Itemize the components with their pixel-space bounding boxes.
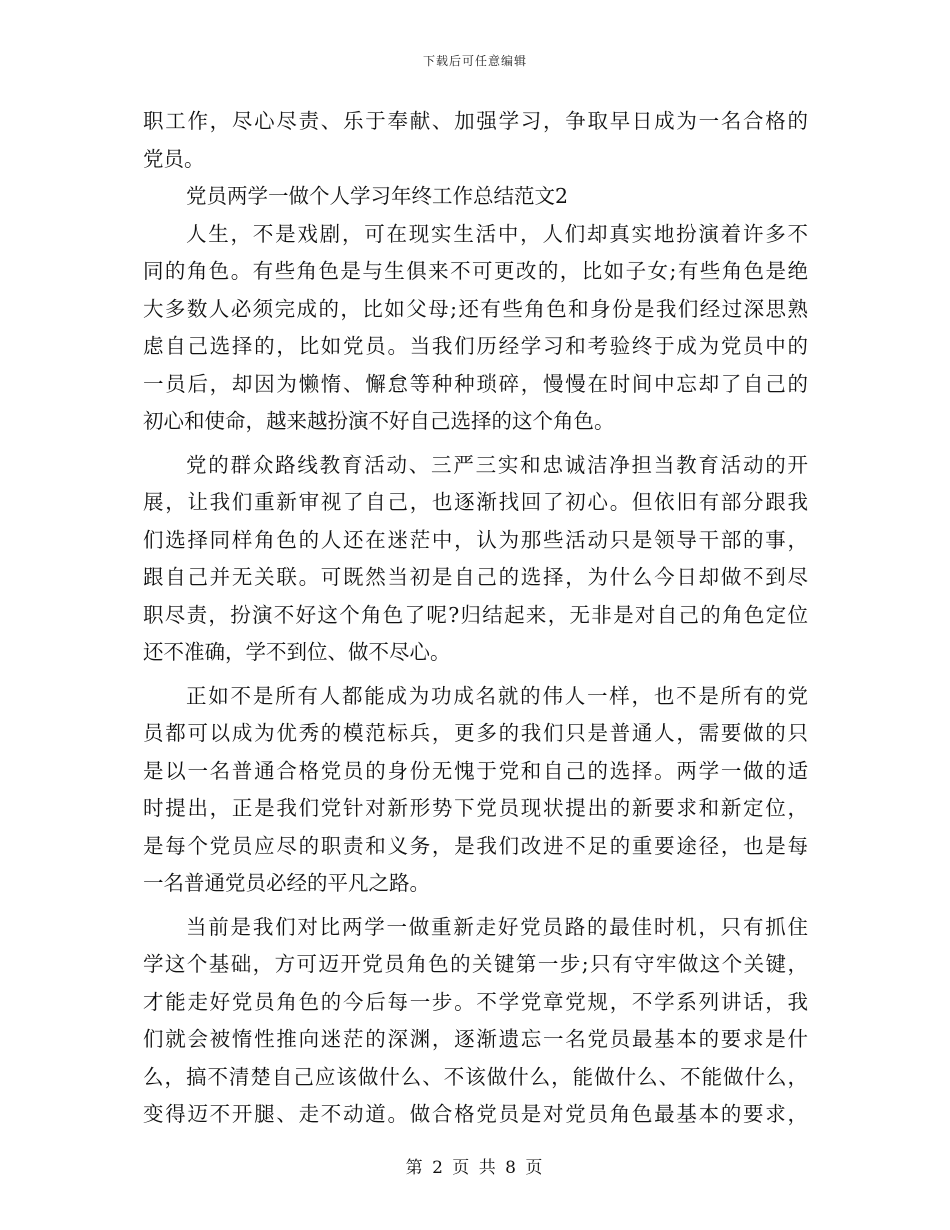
- paragraph: [143, 216, 808, 441]
- text-line: 么，搞不清楚自己应该做什么、不该做什么，能做什么、不能做什么，: [143, 1064, 808, 1089]
- document-body: [143, 103, 808, 1134]
- text-line: 时提出，正是我们党针对新形势下党员现状提出的新要求和新定位，: [143, 796, 808, 820]
- paragraph: [143, 103, 808, 178]
- text-line: 们就会被惰性推向迷茫的深渊，逐渐遗忘一名党员最基本的要求是什: [143, 1027, 808, 1051]
- page-header: 下载后可任意编辑: [422, 54, 527, 68]
- text-line: 学这个基础，方可迈开党员角色的关键第一步;只有守牢做这个关键，: [143, 952, 808, 976]
- text-line: 人生，不是戏剧，可在现实生活中，人们却真实地扮演着许多不: [186, 221, 808, 246]
- page-number-footer: 第 2 页 共 8 页: [405, 1158, 545, 1178]
- text-line: 虑自己选择的，比如党员。当我们历经学习和考验终于成为党员中的: [143, 334, 808, 358]
- paragraph: [143, 678, 808, 903]
- text-line: 职工作，尽心尽责、乐于奉献、加强学习，争取早日成为一名合格的: [143, 109, 808, 133]
- text-line: 同的角色。有些角色是与生俱来不可更改的，比如子女;有些角色是绝: [143, 259, 808, 283]
- text-line: 是每个党员应尽的职责和义务，是我们改进不足的重要途径，也是每: [143, 833, 808, 858]
- text-line: 职尽责，扮演不好这个角色了呢?归结起来，无非是对自己的角色定位: [143, 602, 808, 627]
- text-line: 跟自己并无关联。可既然当初是自己的选择，为什么今日却做不到尽: [143, 565, 808, 589]
- paragraph: [143, 447, 808, 672]
- text-line: 大多数人必须完成的，比如父母;还有些角色和身份是我们经过深思熟: [143, 296, 808, 321]
- paragraph: [143, 909, 808, 1134]
- text-line: 当前是我们对比两学一做重新走好党员路的最佳时机，只有抓住: [186, 914, 808, 939]
- text-line: 初心和使命，越来越扮演不好自己选择的这个角色。: [143, 409, 615, 433]
- text-line: 一员后，却因为懒惰、懈怠等种种琐碎，慢慢在时间中忘却了自己的: [143, 371, 808, 396]
- text-line: 是以一名普通合格党员的身份无愧于党和自己的选择。两学一做的适: [143, 758, 808, 783]
- text-line: 还不准确，学不到位、做不尽心。: [143, 640, 451, 664]
- text-line: 才能走好党员角色的今后每一步。不学党章党规，不学系列讲话，我: [143, 989, 808, 1014]
- text-line: 员都可以成为优秀的模范标兵，更多的我们只是普通人，需要做的只: [143, 721, 808, 745]
- text-line: 一名普通党员必经的平凡之路。: [143, 871, 430, 895]
- section-heading: [143, 178, 808, 216]
- text-line: 变得迈不开腿、走不动道。做合格党员是对党员角色最基本的要求，: [143, 1102, 808, 1126]
- text-line: 党员。: [143, 146, 205, 171]
- text-line: 正如不是所有人都能成为功成名就的伟人一样，也不是所有的党: [186, 683, 808, 708]
- text-line: 党的群众路线教育活动、三严三实和忠诚洁净担当教育活动的开: [186, 452, 808, 477]
- text-line: 展，让我们重新审视了自己，也逐渐找回了初心。但依旧有部分跟我: [143, 490, 808, 514]
- text-line: 党员两学一做个人学习年终工作总结范文2: [186, 184, 569, 208]
- text-line: 们选择同样角色的人还在迷茫中，认为那些活动只是领导干部的事，: [143, 527, 808, 552]
